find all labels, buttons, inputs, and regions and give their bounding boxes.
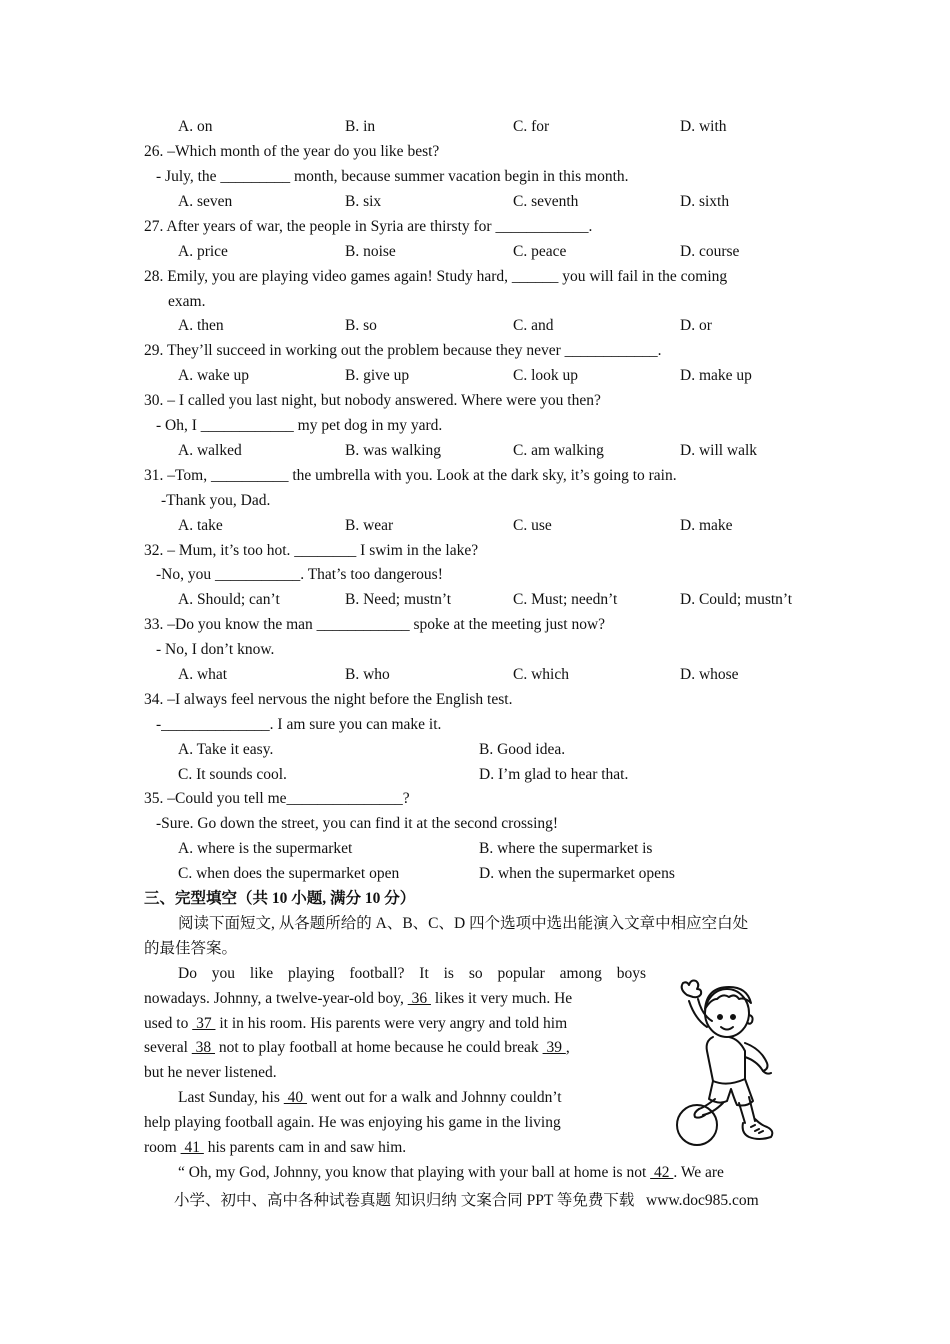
q26-option-d: D. sixth (680, 193, 730, 210)
q27-option-a: A. price (178, 243, 228, 260)
q30-option-a: A. walked (178, 442, 242, 459)
passage-line: help playing football again. He was enjoying his game in the living (144, 1114, 561, 1131)
q33-option-a: A. what (178, 666, 228, 683)
q31-option-c: C. use (513, 517, 552, 534)
q25-option-c: C. for (513, 118, 550, 135)
passage-line: Do you like playing football? It is so popular among boys (178, 965, 646, 982)
q33-option-c: C. which (513, 666, 569, 683)
blank-36: 36 (407, 990, 431, 1007)
passage-line: Last Sunday, his 40 went out for a walk and Johnny couldn’t (178, 1089, 562, 1106)
q30-stem: 30. – I called you last night, but nobody answered. Where were you then? (144, 392, 601, 409)
blank-41: 41 (180, 1139, 204, 1156)
q35-option-a: A. where is the supermarket (178, 840, 353, 857)
q28-option-a: A. then (178, 317, 224, 334)
passage-line: several 38 not to play football at home because he could break 39 , (144, 1039, 570, 1056)
q27-option-d: D. course (680, 243, 740, 260)
q35-stem: 35. –Could you tell me_______________? (144, 790, 410, 807)
passage-line: “ Oh, my God, Johnny, you know that playing with your ball at home is not 42 . We are (178, 1164, 724, 1181)
q32-option-a: A. Should; can’t (178, 591, 280, 608)
q32-stem: 32. – Mum, it’s too hot. ________ I swim in the lake? (144, 542, 479, 559)
q26-option-b: B. six (345, 193, 382, 210)
q29-option-c: C. look up (513, 367, 579, 384)
blank-37: 37 (192, 1015, 216, 1032)
q28-stem: 28. Emily, you are playing video games again! Study hard, ______ you will fail in the coming (144, 268, 728, 285)
q27-option-c: C. peace (513, 243, 567, 260)
q26-stem-reply: - July, the _________ month, because summer vacation begin in this month. (156, 168, 629, 185)
section-instructions: 阅读下面短文, 从各题所给的 A、B、C、D 四个选项中选出能演入文章中相应空白处 (178, 915, 749, 932)
q27-option-b: B. noise (345, 243, 396, 260)
q33-stem: 33. –Do you know the man ____________ spoke at the meeting just now? (144, 616, 606, 633)
q26-option-c: C. seventh (513, 193, 579, 210)
q34-option-b: B. Good idea. (479, 741, 566, 758)
q31-option-a: A. take (178, 517, 223, 534)
q34-option-c: C. It sounds cool. (178, 766, 287, 783)
q35-option-b: B. where the supermarket is (479, 840, 653, 857)
q28-option-d: D. or (680, 317, 712, 334)
q28-option-c: C. and (513, 317, 554, 334)
q29-option-a: A. wake up (178, 367, 250, 384)
q32-option-b: B. Need; mustn’t (345, 591, 452, 608)
section-instructions-cont: 的最佳答案。 (144, 940, 238, 957)
passage-line: but he never listened. (144, 1064, 277, 1081)
q35-stem-reply: -Sure. Go down the street, you can find it at the second crossing! (156, 815, 559, 832)
blank-40: 40 (283, 1089, 308, 1106)
blank-42: 42 (650, 1164, 674, 1181)
q31-option-d: D. make (680, 517, 733, 534)
q32-option-c: C. Must; needn’t (513, 591, 618, 608)
section-heading: 三、完型填空（共 10 小题, 满分 10 分） (144, 890, 416, 907)
q30-stem-reply: - Oh, I ____________ my pet dog in my yard. (156, 417, 443, 434)
q34-stem: 34. –I always feel nervous the night before the English test. (144, 691, 513, 708)
passage-line: nowadays. Johnny, a twelve-year-old boy, 36 likes it very much. He (144, 990, 573, 1007)
q32-stem-reply: -No, you ___________. That’s too dangerous! (156, 566, 443, 583)
q34-option-d: D. I’m glad to hear that. (479, 766, 629, 783)
q35-option-c: C. when does the supermarket open (178, 865, 400, 882)
q32-option-d: D. Could; mustn’t (680, 591, 793, 608)
q27-stem: 27. After years of war, the people in Syria are thirsty for ____________. (144, 218, 593, 235)
q34-stem-reply: -______________. I am sure you can make it. (156, 716, 442, 733)
q34-option-a: A. Take it easy. (178, 741, 274, 758)
blank-39: 39 (542, 1039, 566, 1056)
q28-option-b: B. so (345, 317, 377, 334)
q25-option-d: D. with (680, 118, 727, 135)
q31-stem: 31. –Tom, __________ the umbrella with you. Look at the dark sky, it’s going to rain. (144, 467, 677, 484)
q29-option-b: B. give up (345, 367, 410, 384)
page-footer: 小学、初中、高中各种试卷真题 知识归纳 文案合同 PPT 等免费下载 www.doc985.com (174, 1192, 759, 1209)
q33-option-d: D. whose (680, 666, 739, 683)
q30-option-d: D. will walk (680, 442, 758, 459)
q26-stem: 26. –Which month of the year do you like best? (144, 143, 440, 160)
boy-kicking-football-icon (665, 975, 800, 1150)
blank-38: 38 (191, 1039, 216, 1056)
q26-option-a: A. seven (178, 193, 233, 210)
passage-line: room 41 his parents cam in and saw him. (144, 1139, 407, 1156)
q31-stem-reply: -Thank you, Dad. (161, 492, 271, 509)
q30-option-c: C. am walking (513, 442, 604, 459)
q31-option-b: B. wear (345, 517, 394, 534)
q30-option-b: B. was walking (345, 442, 442, 459)
q25-option-a: A. on (178, 118, 213, 135)
q35-option-d: D. when the supermarket opens (479, 865, 675, 882)
q33-stem-reply: - No, I don’t know. (156, 641, 275, 658)
q29-stem: 29. They’ll succeed in working out the problem because they never ____________. (144, 342, 662, 359)
q28-stem-cont: exam. (168, 293, 206, 310)
q25-option-b: B. in (345, 118, 376, 135)
q29-option-d: D. make up (680, 367, 752, 384)
passage-line: used to 37 it in his room. His parents were very angry and told him (144, 1015, 568, 1032)
q33-option-b: B. who (345, 666, 390, 683)
